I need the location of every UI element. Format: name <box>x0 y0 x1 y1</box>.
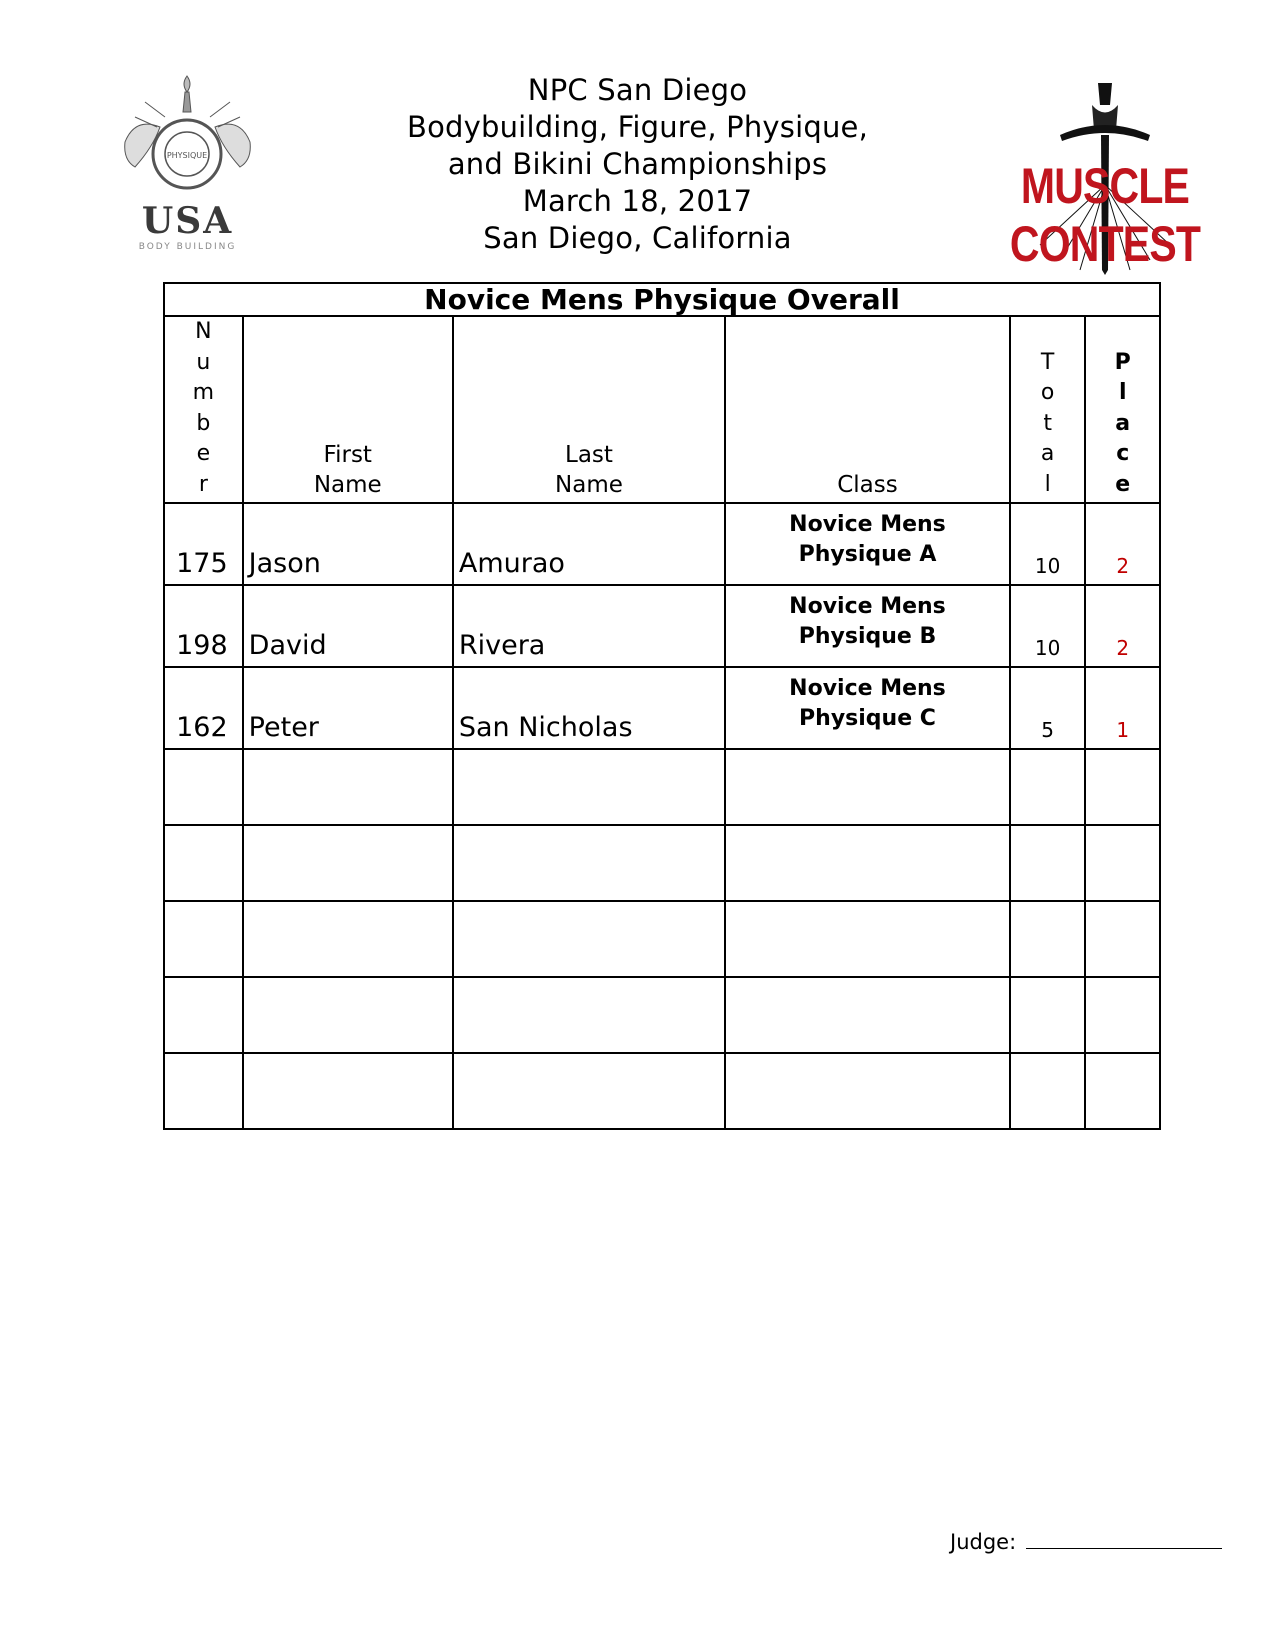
empty-cell <box>1085 977 1160 1053</box>
empty-cell <box>453 749 725 825</box>
empty-cell <box>1010 1053 1086 1129</box>
empty-table-row <box>164 977 1160 1053</box>
empty-cell <box>1010 901 1086 977</box>
competitor-number: 175 <box>164 503 243 585</box>
header-location: San Diego, California <box>483 221 792 255</box>
empty-cell <box>725 901 1010 977</box>
empty-cell <box>164 977 243 1053</box>
empty-cell <box>243 977 453 1053</box>
class-cell <box>725 503 1010 585</box>
empty-cell <box>453 977 725 1053</box>
empty-cell <box>243 825 453 901</box>
table-row <box>164 503 1160 585</box>
empty-cell <box>453 901 725 977</box>
total-score: 5 <box>1010 667 1086 749</box>
empty-cell <box>453 825 725 901</box>
last-name: Amurao <box>453 503 725 585</box>
empty-cell <box>725 977 1010 1053</box>
empty-cell <box>243 749 453 825</box>
npc-emblem-icon <box>105 72 270 202</box>
header-class: Class <box>725 316 1010 503</box>
empty-cell <box>243 901 453 977</box>
competitor-number: 198 <box>164 585 243 667</box>
vert-number-letters: N u m b e r <box>192 319 215 497</box>
class-cell <box>725 667 1010 749</box>
place: 2 <box>1085 585 1160 667</box>
class-line-2: Physique C <box>799 706 936 731</box>
muscle-contest-wordmark: MUSCLE CONTEST <box>1009 158 1201 272</box>
judge-signature-line <box>1026 1530 1222 1549</box>
vert-total-letters: T o t a l <box>1040 349 1055 497</box>
judge-label: Judge: <box>950 1530 1017 1554</box>
empty-cell <box>725 749 1010 825</box>
competitor-number: 162 <box>164 667 243 749</box>
empty-cell <box>453 1053 725 1129</box>
first-name: Peter <box>243 667 453 749</box>
first-name: Jason <box>243 503 453 585</box>
class-line-2: Physique A <box>798 542 937 567</box>
class-line-2: Physique B <box>798 624 937 649</box>
header-divisions: Bodybuilding, Figure, Physique, <box>406 110 869 144</box>
header-total <box>1010 316 1086 503</box>
class-line-1: Novice Mens <box>789 676 946 701</box>
table-row <box>164 667 1160 749</box>
class-cell <box>725 585 1010 667</box>
muscle-contest-logo <box>980 75 1230 275</box>
empty-cell <box>1010 749 1086 825</box>
last-name: Rivera <box>453 585 725 667</box>
empty-table-row <box>164 825 1160 901</box>
empty-cell <box>1085 825 1160 901</box>
header-place <box>1085 316 1160 503</box>
empty-cell <box>164 1053 243 1129</box>
total-score: 10 <box>1010 503 1086 585</box>
table-title: Novice Mens Physique Overall <box>164 283 1160 316</box>
header-last-name: Last Name <box>453 316 725 503</box>
class-line-1: Novice Mens <box>789 512 946 537</box>
npc-usa-logo <box>105 72 270 250</box>
first-name: David <box>243 585 453 667</box>
empty-table-row <box>164 901 1160 977</box>
empty-cell <box>164 749 243 825</box>
empty-cell <box>1085 1053 1160 1129</box>
table-row <box>164 585 1160 667</box>
class-line-1: Novice Mens <box>789 594 946 619</box>
empty-cell <box>243 1053 453 1129</box>
empty-cell <box>1010 825 1086 901</box>
empty-cell <box>725 1053 1010 1129</box>
results-table <box>163 282 1161 1130</box>
place: 2 <box>1085 503 1160 585</box>
last-name: San Nicholas <box>453 667 725 749</box>
event-header <box>400 72 875 257</box>
empty-table-row <box>164 749 1160 825</box>
header-first-name: First Name <box>243 316 453 503</box>
total-score: 10 <box>1010 585 1086 667</box>
empty-cell <box>1085 901 1160 977</box>
svg-text:PHYSIQUE: PHYSIQUE <box>166 151 208 160</box>
header-org: NPC San Diego <box>527 73 748 107</box>
empty-cell <box>1010 977 1086 1053</box>
empty-cell <box>164 901 243 977</box>
header-number <box>164 316 243 503</box>
header-divisions-2: and Bikini Championships <box>447 147 828 181</box>
judge-signature <box>950 1530 1222 1554</box>
header-date: March 18, 2017 <box>522 184 753 218</box>
usa-logo-subtext: BODY BUILDING <box>138 242 237 252</box>
empty-cell <box>164 825 243 901</box>
empty-cell <box>1085 749 1160 825</box>
empty-cell <box>725 825 1010 901</box>
place: 1 <box>1085 667 1160 749</box>
vert-place-letters: P l a c e <box>1114 349 1131 497</box>
empty-table-row <box>164 1053 1160 1129</box>
usa-logo-text: USA <box>141 200 234 242</box>
